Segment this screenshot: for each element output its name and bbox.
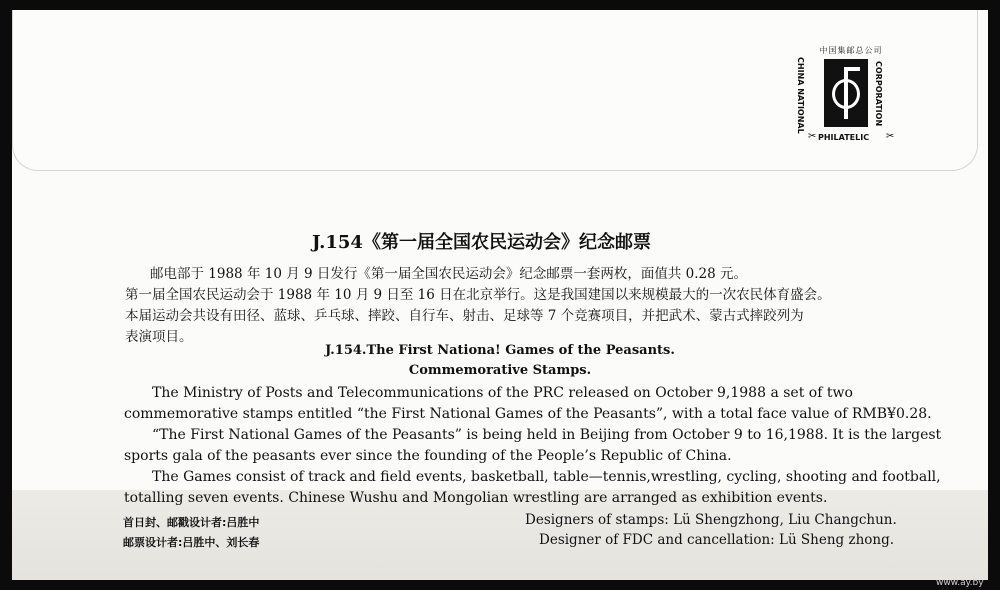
logo-bar — [844, 67, 848, 119]
logo-emblem — [824, 59, 868, 127]
logo-bottom-text: PHILATELIC — [818, 133, 870, 142]
english-title: J.154.The First Nationa! Games of the Peasants. — [325, 343, 675, 358]
chinese-line: 邮电部于 1988 年 10 月 9 日发行《第一届全国农民运动会》纪念邮票一套两枚，面值共 0.28 元。 — [150, 266, 748, 282]
logo-right-text: CORPORATION — [874, 61, 883, 127]
english-line: commemorative stamps entitled “the First National Games of the Peasants”, with a total face value of RMB¥0.28. — [124, 406, 932, 422]
chinese-line: 第一届全国农民运动会于 1988 年 10 月 9 日至 16 日在北京举行。这是我国建国以来规模最大的一次农民体育盛会。 — [125, 287, 831, 303]
chinese-line: 本届运动会共设有田径、蓝球、乒乓球、摔跤、自行车、射击、足球等 7 个竞赛项目，并把武术、蒙古式摔跤列为 — [125, 308, 804, 324]
chinese-title: J.154《第一届全国农民运动会》纪念邮票 — [312, 232, 651, 253]
scissors-icon: ✂ — [808, 131, 817, 142]
english-line: The Ministry of Posts and Telecommunications of the PRC released on October 9,1988 a set of two — [152, 385, 853, 401]
english-line: sports gala of the peasants ever since the founding of the People’s Republic of China. — [124, 448, 732, 464]
english-line: “The First National Games of the Peasants” is being held in Beijing from October 9 to 16,1988. It is the largest — [152, 427, 942, 443]
logo-left-text: CHINA NATIONAL — [796, 57, 805, 134]
chinese-credit: 邮票设计者:吕胜中、刘长春 — [123, 536, 260, 549]
english-subtitle: Commemorative Stamps. — [408, 363, 592, 378]
english-line: The Games consist of track and field events, basketball, table—tennis,wrestling, cycling, shooting and football, — [152, 469, 941, 485]
watermark: www.ay.by — [936, 578, 984, 588]
chinese-line: 表演项目。 — [125, 329, 193, 345]
logo-top-stroke — [844, 67, 860, 71]
english-credit: Designer of FDC and cancellation: Lü Sheng zhong. — [539, 532, 895, 548]
logo-chinese-text: 中国集邮总公司 — [819, 46, 883, 55]
scissors-icon: ✂ — [886, 131, 895, 142]
envelope-back — [12, 10, 988, 580]
english-credit: Designers of stamps: Lü Shengzhong, Liu Changchun. — [525, 512, 897, 528]
english-line: totalling seven events. Chinese Wushu and Mongolian wrestling are arranged as exhibition events. — [124, 490, 828, 506]
chinese-credit: 首日封、邮戳设计者:吕胜中 — [123, 516, 260, 529]
philatelic-logo — [796, 45, 896, 153]
